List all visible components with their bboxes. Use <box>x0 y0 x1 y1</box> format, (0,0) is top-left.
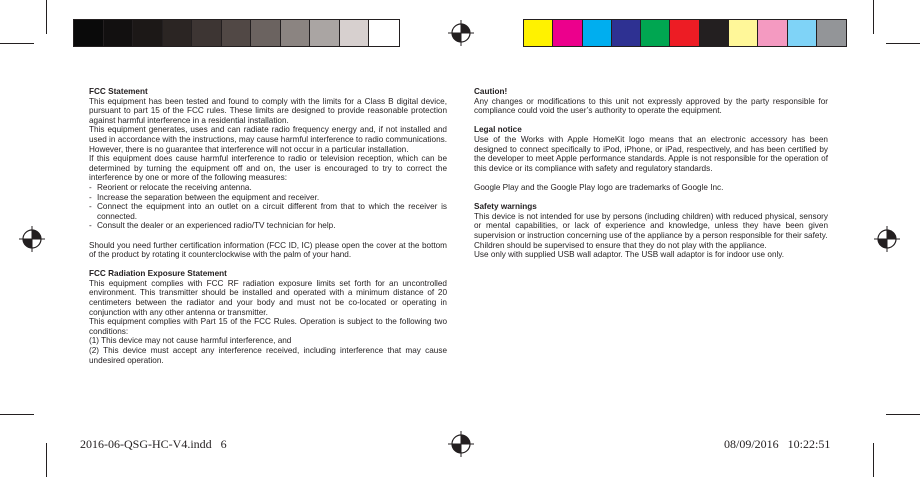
condition-2: (2) This device must accept any interference received, including interference that may cause undesired operation. <box>89 346 447 365</box>
color-swatch-8 <box>729 20 758 46</box>
crop-mark-bottom-left-h <box>0 414 34 415</box>
process-color-bar <box>523 19 847 47</box>
measure-item-3: - Connect the equipment into an outlet on a circuit different from that to which the receiver is connected. <box>89 202 447 221</box>
crop-mark-top-left-h <box>0 43 34 44</box>
google-trademark-paragraph: Google Play and the Google Play logo are trademarks of Google Inc. <box>474 182 724 192</box>
certification-paragraph: Should you need further certification information (FCC ID, IC) please open the cover at the bottom of the product by rotating it counterclockwise with the palm of your hand. <box>89 240 447 260</box>
grayscale-color-bar <box>73 19 400 47</box>
radiation-exposure-title: FCC Radiation Exposure Statement <box>89 269 227 279</box>
color-swatch-2 <box>553 20 582 46</box>
measure-text: Reorient or relocate the receiving antenna. <box>97 182 252 192</box>
slug-datetime: 08/09/2016 10:22:51 <box>724 437 831 451</box>
gray-swatch-11 <box>369 20 399 46</box>
color-swatch-3 <box>583 20 612 46</box>
crop-mark-bottom-left-v <box>46 443 47 477</box>
caution-title: Caution! <box>474 87 508 96</box>
measure-text: Increase the separation between the equipment and receiver. <box>97 192 320 202</box>
gray-swatch-1 <box>74 20 104 46</box>
color-swatch-11 <box>817 20 846 46</box>
condition-1: (1) This device may not cause harmful interference, and <box>89 336 292 346</box>
measure-text: Consult the dealer or an experienced radio/TV technician for help. <box>97 221 336 231</box>
slug-filename: 2016-06-QSG-HC-V4.indd 6 <box>80 437 227 451</box>
gray-swatch-8 <box>281 20 311 46</box>
left-column <box>89 87 447 365</box>
safety-paragraph-3: Use only with supplied USB wall adaptor. The USB wall adaptor is for indoor use only. <box>474 250 785 260</box>
caution-paragraph: Any changes or modifications to this unit not expressly approved by the party responsible for compliance could void the user’s authority to operate the equipment. <box>474 96 828 116</box>
color-swatch-9 <box>758 20 787 46</box>
registration-mark-left-icon <box>19 226 45 252</box>
fcc-paragraph-3: If this equipment does cause harmful interference to radio or television reception, which can be determined by turning the equipment off and on, the user is encouraged to try to correct the interference by one or more of the following measures: <box>89 154 447 183</box>
gray-swatch-5 <box>192 20 222 46</box>
legal-notice-title: Legal notice <box>474 125 522 135</box>
measure-item-2: - Increase the separation between the equipment and receiver. <box>89 193 447 203</box>
gray-swatch-3 <box>133 20 163 46</box>
radiation-paragraph-1: This equipment complies with FCC RF radiation exposure limits set forth for an uncontrolled environment. This transmitter should be installed and operated with a minimum distance of 20 centimeters between the radiator and your body and must not be co-located or operating in conjunction with any other antenna or transmitter. <box>89 278 447 317</box>
gray-swatch-2 <box>104 20 134 46</box>
registration-mark-bottom-icon <box>448 431 474 457</box>
safety-warnings-title: Safety warnings <box>474 202 537 212</box>
color-swatch-10 <box>788 20 817 46</box>
registration-mark-right-icon <box>874 226 900 252</box>
crop-mark-top-right-v <box>873 0 874 34</box>
measure-item-4: - Consult the dealer or an experienced radio/TV technician for help. <box>89 221 447 231</box>
gray-swatch-6 <box>222 20 252 46</box>
crop-mark-top-right-h <box>886 43 920 44</box>
fcc-paragraph-2: This equipment generates, uses and can radiate radio frequency energy and, if not installed and used in accordance with the instructions, may cause harmful interference to radio communications. However, there is no guarantee that interference will not occur in a particular installation. <box>89 125 447 154</box>
safety-paragraph-1: This device is not intended for use by persons (including children) with reduced physical, sensory or mental capabilities, or lack of experience and knowledge, unless they have been given supervision or instruction concerning use of the appliance by a person responsible for their safety. <box>474 211 828 240</box>
gray-swatch-4 <box>163 20 193 46</box>
gray-swatch-10 <box>340 20 370 46</box>
crop-mark-bottom-right-h <box>886 414 920 415</box>
gray-swatch-7 <box>251 20 281 46</box>
fcc-statement-title: FCC Statement <box>89 87 148 96</box>
color-swatch-6 <box>670 20 699 46</box>
gray-swatch-9 <box>310 20 340 46</box>
safety-paragraph-2: Children should be supervised to ensure that they do not play with the appliance. <box>474 240 767 250</box>
radiation-paragraph-2: This equipment complies with Part 15 of the FCC Rules. Operation is subject to the following two conditions: <box>89 317 447 336</box>
measure-item-1: - Reorient or relocate the receiving antenna. <box>89 183 447 193</box>
color-swatch-4 <box>612 20 641 46</box>
crop-mark-bottom-right-v <box>873 443 874 477</box>
color-swatch-5 <box>641 20 670 46</box>
legal-notice-paragraph: Use of the Works with Apple HomeKit logo means that an electronic accessory has been designed to connect specifically to iPod, iPhone, or iPad, respectively, and has been certified by the developer to meet Apple performance standards. Apple is not responsible for the operation of this device or its compliance with safety and regulatory standards. <box>474 134 828 173</box>
crop-mark-top-left-v <box>46 0 47 34</box>
fcc-paragraph-1: This equipment has been tested and found to comply with the limits for a Class B digital device, pursuant to part 15 of the FCC rules. These limits are designed to provide reasonable protection against harmful interference in a residential installation. <box>89 96 447 125</box>
right-column <box>474 87 828 260</box>
color-swatch-7 <box>700 20 729 46</box>
color-swatch-1 <box>524 20 553 46</box>
measure-text: Connect the equipment into an outlet on a circuit different from that to which the receiver is connected. <box>97 202 447 221</box>
registration-mark-top-icon <box>448 20 474 46</box>
